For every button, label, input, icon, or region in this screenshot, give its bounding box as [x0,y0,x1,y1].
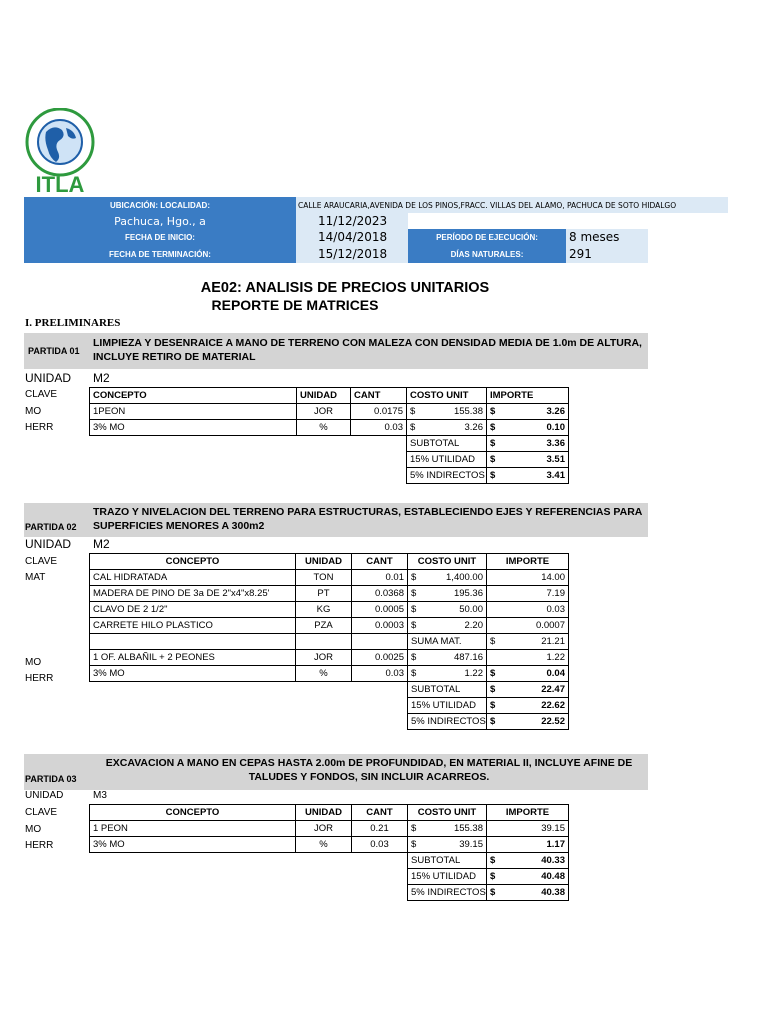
p3-herr-clave: HERR [25,840,54,851]
clave-label: CLAVE [25,556,58,567]
currency-symbol: $ [411,588,417,599]
report-title: AE02: ANALISIS DE PRECIOS UNITARIOS [200,280,490,296]
costo-cell [408,586,487,602]
importe-cell: 0.03 [487,602,569,618]
table-row [90,404,569,420]
costo-cell [408,650,487,666]
p2-herr-clave: HERR [25,673,54,684]
currency-symbol: $ [490,700,496,711]
p2-mat-clave: MAT [25,572,46,583]
currency-symbol: $ [490,887,496,898]
unidad-label: UNIDAD [25,371,72,385]
p1-row1-clave: MO [25,406,42,417]
table-row [90,666,569,682]
p2-mo-clave: MO [25,657,42,668]
partida-02-code: PARTIDA 02 [25,522,77,532]
cant-header: CANT [352,554,408,570]
importe-cell [487,666,569,682]
unidad-cell: PT [296,586,352,602]
currency-symbol: $ [411,620,417,631]
importe-cell: 1.22 [487,650,569,666]
utilidad-row [90,869,569,885]
p3-mo-clave: MO [25,824,42,835]
importe-header: IMPORTE [487,805,569,821]
currency-symbol: $ [411,572,417,583]
concepto-header: CONCEPTO [90,805,296,821]
unidad-label: UNIDAD [25,537,72,551]
utilidad-label: 15% UTILIDAD [408,869,487,885]
concepto-header: CONCEPTO [90,554,296,570]
costo-header: COSTO UNIT [408,554,487,570]
globe-logo-icon [24,108,96,194]
utilidad-value: 3.51 [546,454,565,465]
costo-cell [408,618,487,634]
costo-value: 155.38 [453,406,483,417]
costo-value: 155.38 [453,823,483,834]
concepto-cell: CAL HIDRATADA [90,570,296,586]
currency-symbol: $ [411,604,417,615]
currency-symbol: $ [411,823,417,834]
currency-symbol: $ [490,438,496,449]
cant-cell: 0.03 [352,837,408,853]
unidad-cell: % [297,420,351,436]
report-subtitle: REPORTE DE MATRICES [211,297,379,313]
table-row [90,618,569,634]
fecha-inicio-value: 14/04/2018 [296,229,408,245]
partida-03-code: PARTIDA 03 [25,774,77,784]
utilidad-cell [487,452,569,468]
importe-header: IMPORTE [487,554,569,570]
currency-symbol: $ [490,406,496,417]
indirectos-label: 5% INDIRECTOS [408,885,487,901]
suma-label: SUMA MAT. [408,634,487,650]
currency-symbol: $ [490,855,496,866]
currency-symbol: $ [490,684,496,695]
concepto-cell: 3% MO [90,420,297,436]
costo-value: 50.00 [459,604,483,615]
cant-header: CANT [352,805,408,821]
utilidad-row [90,452,569,468]
costo-value: 3.26 [464,422,483,433]
indirectos-label: 5% INDIRECTOS [408,714,487,730]
costo-cell [408,570,487,586]
subtotal-label: SUBTOTAL [408,682,487,698]
costo-value: 195.36 [453,588,483,599]
currency-symbol: $ [411,668,417,679]
costo-cell [408,666,487,682]
table-row [90,837,569,853]
partida-02-unidad: M2 [93,537,110,551]
subtotal-value: 22.47 [541,684,565,695]
concepto-cell: 3% MO [90,666,296,682]
subtotal-label: SUBTOTAL [407,436,487,452]
currency-symbol: $ [490,716,496,727]
utilidad-value: 22.62 [541,700,565,711]
suma-cell [487,634,569,650]
table-header [90,388,569,404]
subtotal-label: SUBTOTAL [408,853,487,869]
currency-symbol: $ [411,652,417,663]
indirectos-value: 40.38 [541,887,565,898]
fecha-termino-label: FECHA DE TERMINACIÓN: [24,245,296,263]
utilidad-row [90,698,569,714]
cant-cell: 0.0025 [352,650,408,666]
periodo-value: 8 meses [566,229,648,245]
importe-value: 0.04 [546,668,565,679]
currency-symbol: $ [490,871,496,882]
logo-text: ITLA [35,172,85,194]
concepto-cell: 3% MO [90,837,296,853]
unidad-label: UNIDAD [25,790,64,801]
partida-02-description: TRAZO Y NIVELACION DEL TERRENO PARA ESTRUCTURAS, ESTABLECIENDO EJES Y REFERENCIAS PARA SUPERFICIES MENORES A 300m2 [93,506,642,532]
partida-02-table [89,553,569,730]
costo-value: 1.22 [464,668,483,679]
table-row [90,586,569,602]
costo-cell [408,602,487,618]
unidad-cell: % [296,666,352,682]
partida-03-table [89,804,569,901]
cant-cell: 0.01 [352,570,408,586]
periodo-label: PERÍODO DE EJECUCIÓN: [408,229,566,245]
cant-cell: 0.0175 [351,404,407,420]
importe-cell [487,404,569,420]
currency-symbol: $ [410,406,416,417]
cant-cell: 0.0003 [352,618,408,634]
currency-symbol: $ [490,454,496,465]
fecha-inicio-label: FECHA DE INICIO: [24,229,296,245]
utilidad-cell [487,698,569,714]
partida-01-code: PARTIDA 01 [28,346,80,356]
costo-value: 2.20 [464,620,483,631]
importe-value: 0.10 [546,422,565,433]
itla-logo [24,108,96,194]
unidad-header: UNIDAD [296,805,352,821]
costo-cell [408,821,487,837]
costo-value: 487.16 [453,652,483,663]
currency-symbol: $ [411,839,417,850]
unidad-cell: TON [296,570,352,586]
unidad-cell: PZA [296,618,352,634]
utilidad-cell [487,869,569,885]
unidad-cell: JOR [297,404,351,420]
ubicacion-label: UBICACIÓN: LOCALIDAD: [24,197,296,213]
unidad-header: UNIDAD [297,388,351,404]
concepto-cell: CARRETE HILO PLASTICO [90,618,296,634]
importe-value: 3.26 [546,406,565,417]
fecha-documento: 11/12/2023 [296,213,408,229]
table-row [90,602,569,618]
indirectos-row [90,885,569,901]
partida-01-unidad: M2 [93,371,110,385]
costo-cell [407,404,487,420]
importe-cell: 1.17 [487,837,569,853]
subtotal-cell [487,682,569,698]
clave-label: CLAVE [25,807,58,818]
clave-label: CLAVE [25,389,58,400]
cant-cell: 0.03 [351,420,407,436]
currency-symbol: $ [490,470,496,481]
p1-row2-clave: HERR [25,422,54,433]
importe-cell: 0.0007 [487,618,569,634]
currency-symbol: $ [490,668,496,679]
utilidad-label: 15% UTILIDAD [407,452,487,468]
table-header [90,554,569,570]
unidad-cell: KG [296,602,352,618]
cant-cell: 0.21 [352,821,408,837]
utilidad-value: 40.48 [541,871,565,882]
direccion-value: CALLE ARAUCARIA,AVENIDA DE LOS PINOS,FRACC. VILLAS DEL ALAMO, PACHUCA DE SOTO HIDALGO [296,197,728,213]
cant-cell: 0.03 [352,666,408,682]
unidad-cell: % [296,837,352,853]
indirectos-label: 5% INDIRECTOS [407,468,487,484]
cant-cell: 0.0005 [352,602,408,618]
concepto-cell: CLAVO DE 2 1/2" [90,602,296,618]
importe-cell [487,420,569,436]
costo-cell [407,420,487,436]
indirectos-value: 3.41 [546,470,565,481]
indirectos-row [90,468,569,484]
partida-03-unidad: M3 [93,790,107,801]
indirectos-cell [487,714,569,730]
table-row [90,570,569,586]
indirectos-cell [487,885,569,901]
costo-header: COSTO UNIT [408,805,487,821]
suma-row [90,634,569,650]
costo-header: COSTO UNIT [407,388,487,404]
localidad-value: Pachuca, Hgo., a [24,213,296,229]
subtotal-row [90,682,569,698]
indirectos-cell [487,468,569,484]
costo-value: 39.15 [459,839,483,850]
costo-value: 1,400.00 [446,572,483,583]
concepto-cell: 1 OF. ALBAÑIL + 2 PEONES [90,650,296,666]
subtotal-value: 3.36 [546,438,565,449]
unidad-cell: JOR [296,821,352,837]
indirectos-row [90,714,569,730]
subtotal-cell [487,853,569,869]
unidad-cell: JOR [296,650,352,666]
table-row [90,821,569,837]
cant-header: CANT [351,388,407,404]
unidad-header: UNIDAD [296,554,352,570]
table-header [90,805,569,821]
table-row [90,420,569,436]
subtotal-cell [487,436,569,452]
fecha-termino-value: 15/12/2018 [296,245,408,263]
currency-symbol: $ [490,636,496,647]
currency-symbol: $ [490,422,496,433]
subtotal-row [90,436,569,452]
importe-cell: 39.15 [487,821,569,837]
suma-value: 21.21 [541,636,565,647]
section-title: I. PRELIMINARES [25,317,121,329]
partida-03-description: EXCAVACION A MANO EN CEPAS HASTA 2.00m DE PROFUNDIDAD, EN MATERIAL II, INCLUYE AFINE DE TALUDES Y FONDOS, SIN INCLUIR ACARREOS. [105,757,633,783]
subtotal-value: 40.33 [541,855,565,866]
currency-symbol: $ [410,422,416,433]
costo-cell [408,837,487,853]
importe-cell: 7.19 [487,586,569,602]
concepto-cell: 1 PEON [90,821,296,837]
dias-label: DÍAS NATURALES: [408,245,566,263]
partida-01-description: LIMPIEZA Y DESENRAICE A MANO DE TERRENO CON MALEZA CON DENSIDAD MEDIA DE 1.0m DE ALTURA, INCLUYE RETIRO DE MATERIAL [93,337,642,363]
subtotal-row [90,853,569,869]
cant-cell: 0.0368 [352,586,408,602]
indirectos-value: 22.52 [541,716,565,727]
dias-value: 291 [566,245,648,263]
concepto-cell: 1PEON [90,404,297,420]
importe-cell: 14.00 [487,570,569,586]
utilidad-label: 15% UTILIDAD [408,698,487,714]
concepto-cell: MADERA DE PINO DE 3a DE 2"x4"x8.25' [90,586,296,602]
concepto-header: CONCEPTO [90,388,297,404]
importe-header: IMPORTE [487,388,569,404]
table-row [90,650,569,666]
partida-01-table [89,387,569,484]
